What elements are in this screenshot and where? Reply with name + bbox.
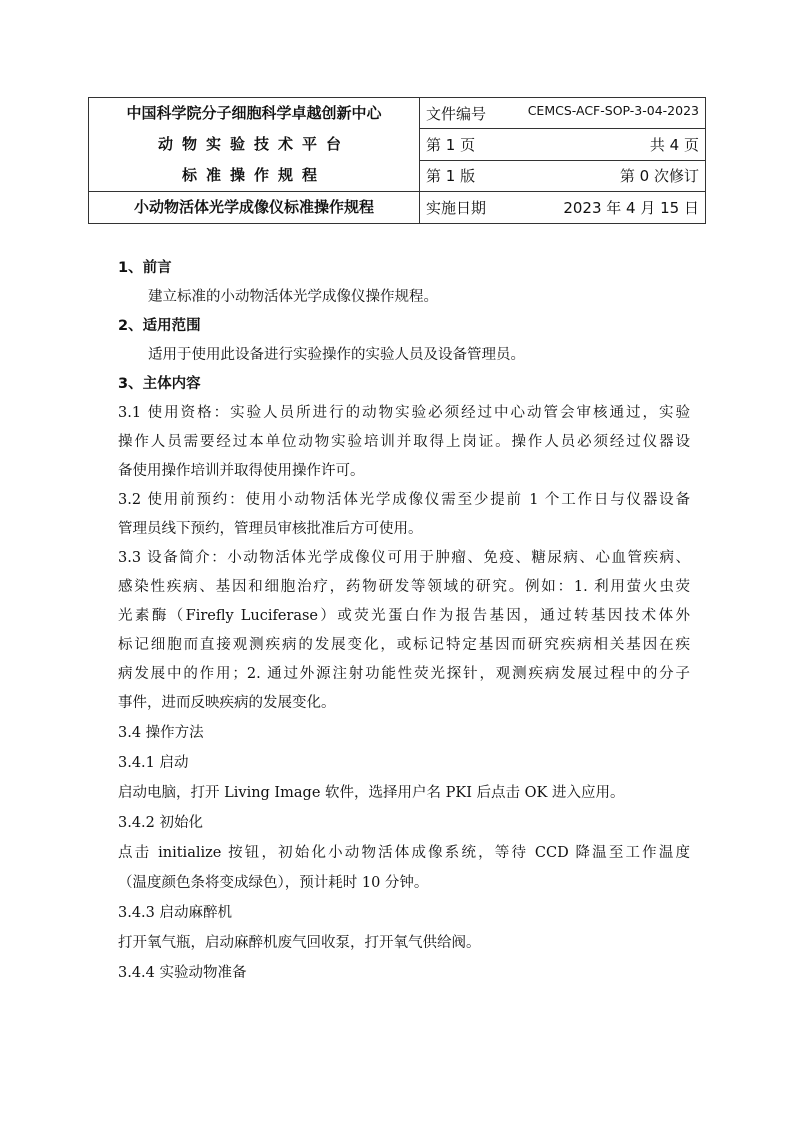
revision: 第 0 次修订 xyxy=(619,167,699,186)
doc-title: 小动物活体光学成像仪标准操作规程 xyxy=(89,192,420,224)
body-text-line: 管理员线下预约，管理员审核批准后方可使用。 xyxy=(118,521,423,537)
body-text-line: 3.4.4 实验动物准备 xyxy=(118,965,247,981)
body-text-line: 3.4.2 初始化 xyxy=(118,815,204,831)
body-text-line: 适用于使用此设备进行实验操作的实验人员及设备管理员。 xyxy=(148,347,525,363)
body-text-line: 操作人员需要经过本单位动物实验培训并取得上岗证。操作人员必须经过仪器设 xyxy=(118,434,690,450)
body-text-line: 事件，进而反映疾病的发展变化。 xyxy=(118,695,336,711)
body-text-line: 3.2 使用前预约：使用小动物活体光学成像仪需至少提前 1 个工作日与仪器设备 xyxy=(118,492,690,508)
date-cell xyxy=(420,192,706,224)
body-text-line: （温度颜色条将变成绿色），预计耗时 10 分钟。 xyxy=(118,875,429,891)
body-text-line: 标记细胞而直接观测疾病的发展变化，或标记特定基因而研究疾病相关基因在疾 xyxy=(118,637,690,653)
body-text-line: 3.4.3 启动麻醉机 xyxy=(118,905,233,921)
doc-no-label: 文件编号 xyxy=(426,104,487,123)
body-text-line: 启动电脑，打开 Living Image 软件，选择用户名 PKI 后点击 OK 进入应用。 xyxy=(118,785,625,801)
edition: 第 1 版 xyxy=(426,167,476,186)
header-title-cell xyxy=(89,98,420,192)
body-text-line: 病发展中的作用；2. 通过外源注射功能性荧光探针，观测疾病发展过程中的分子 xyxy=(118,666,690,682)
body-text-line: 感染性疾病、基因和细胞治疗，药物研发等领域的研究。例如：1. 利用萤火虫荧 xyxy=(118,579,690,595)
body-text-line: 备使用操作培训并取得使用操作许可。 xyxy=(118,463,365,479)
body-text-line: 打开氧气瓶，启动麻醉机废气回收泵，打开氧气供给阀。 xyxy=(118,935,481,951)
document-body xyxy=(118,254,690,988)
body-text-line: 建立标准的小动物活体光学成像仪操作规程。 xyxy=(148,289,438,305)
section-heading: 2、适用范围 xyxy=(118,318,201,334)
edition-cell xyxy=(420,160,706,191)
page-number: 第 1 页 xyxy=(426,135,476,154)
total-pages: 共 4 页 xyxy=(649,135,699,154)
body-text-line: 3.4.1 启动 xyxy=(118,755,189,771)
effective-date: 2023 年 4 月 15 日 xyxy=(563,199,699,217)
body-text-line: 3.3 设备简介：小动物活体光学成像仪可用于肿瘤、免疫、糖尿病、心血管疾病、 xyxy=(118,550,690,566)
body-text-line: 3.1 使用资格：实验人员所进行的动物实验必须经过中心动管会审核通过，实验 xyxy=(118,405,690,421)
sop-label: 标准操作规程 xyxy=(181,166,326,184)
platform-name: 动物实验技术平台 xyxy=(157,135,350,153)
section-heading: 3、主体内容 xyxy=(118,376,201,392)
org-name: 中国科学院分子细胞科学卓越创新中心 xyxy=(126,104,382,122)
document-header-table xyxy=(88,97,706,224)
section-heading: 1、前言 xyxy=(118,260,172,276)
page-cell xyxy=(420,129,706,160)
body-text-line: 光素酶（Firefly Luciferase）或荧光蛋白作为报告基因，通过转基因技术体外 xyxy=(118,608,690,624)
doc-no-cell xyxy=(420,98,706,129)
doc-no: CEMCS-ACF-SOP-3-04-2023 xyxy=(527,102,699,118)
body-text-line: 3.4 操作方法 xyxy=(118,725,204,741)
date-label: 实施日期 xyxy=(426,199,487,217)
body-text-line: 点击 initialize 按钮，初始化小动物活体成像系统，等待 CCD 降温至工作温度 xyxy=(118,845,690,861)
